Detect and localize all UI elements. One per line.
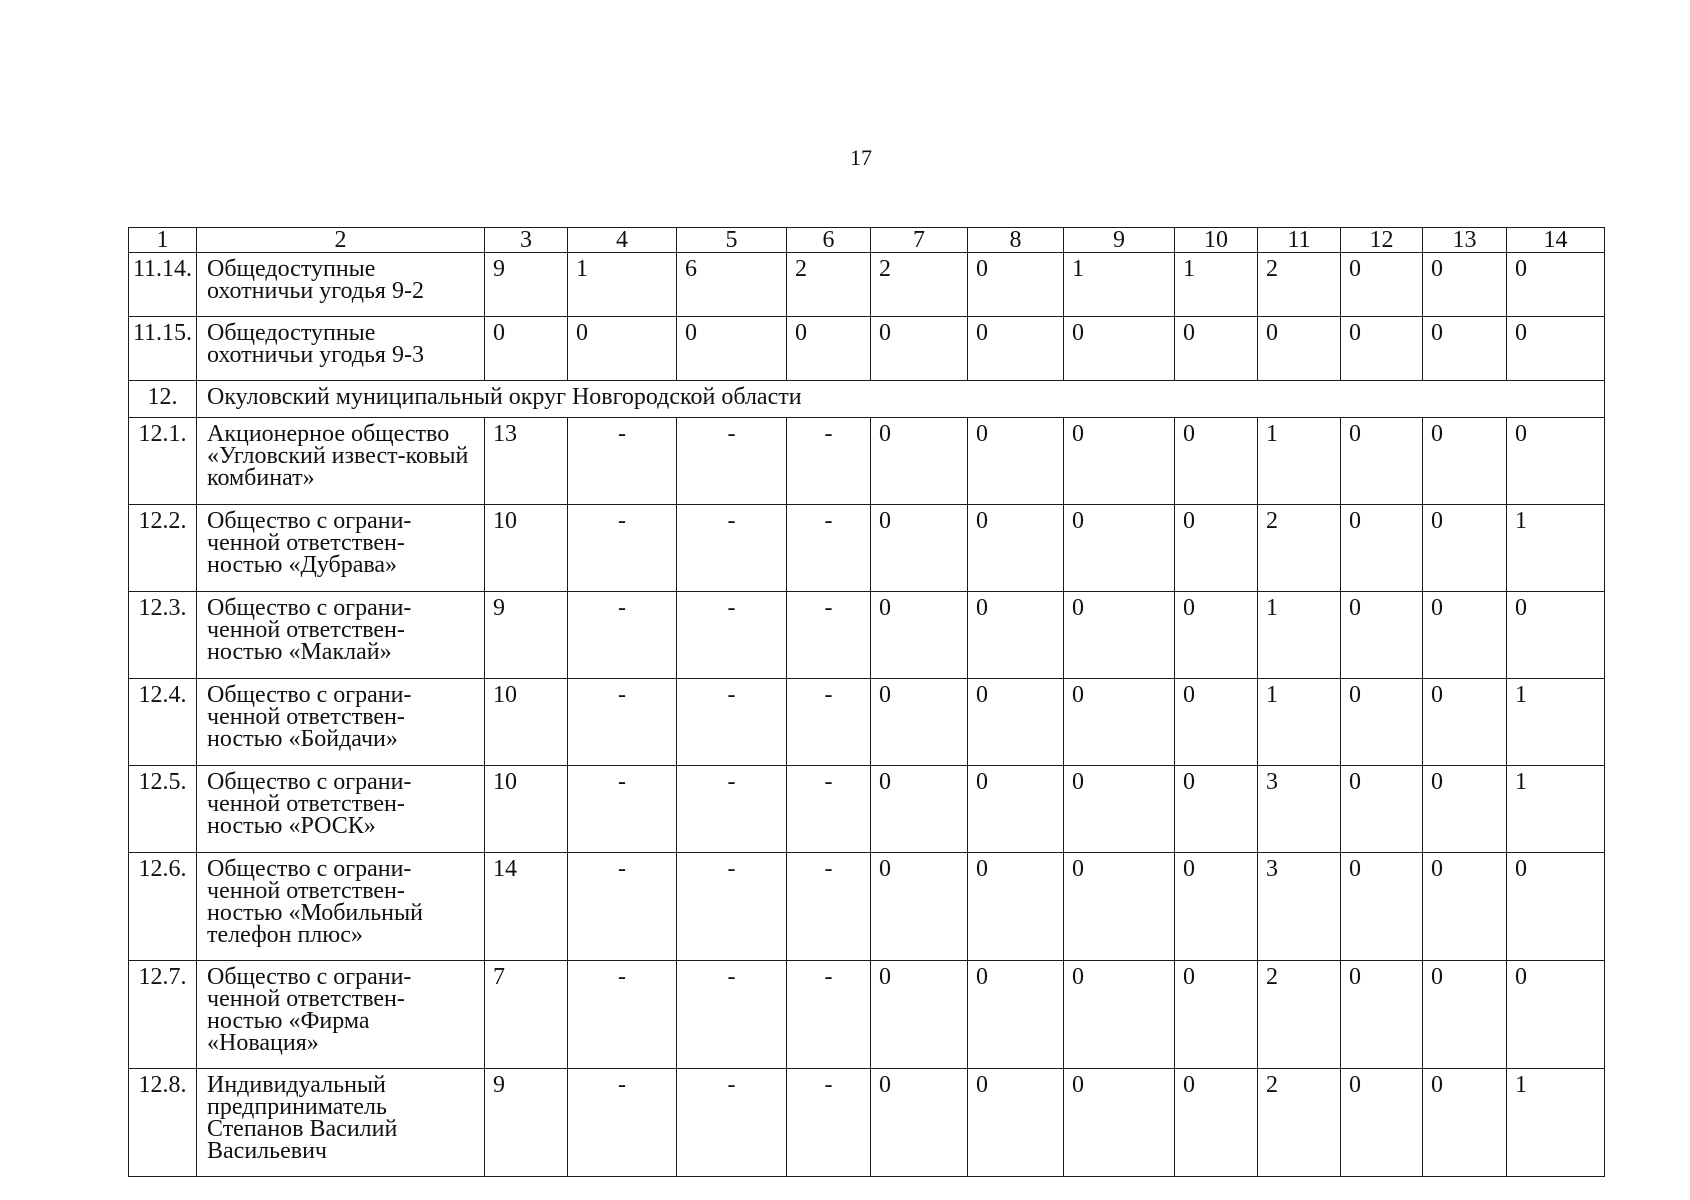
column-number: 14 bbox=[1507, 228, 1605, 253]
value-cell: 0 bbox=[1064, 679, 1175, 766]
organization-name: Общество с ограни-ченной ответствен-ностью «Фирма «Новация» bbox=[197, 961, 485, 1069]
value-cell: 0 bbox=[1423, 853, 1507, 961]
column-number: 3 bbox=[485, 228, 568, 253]
value-cell: 14 bbox=[485, 853, 568, 961]
table-row bbox=[129, 961, 1605, 1069]
row-number: 12.1. bbox=[129, 418, 197, 505]
value-cell: 0 bbox=[1507, 853, 1605, 961]
value-cell: 3 bbox=[1258, 853, 1341, 961]
value-cell: 0 bbox=[968, 961, 1064, 1069]
value-cell: 1 bbox=[1258, 418, 1341, 505]
value-cell: - bbox=[787, 592, 871, 679]
value-cell: - bbox=[568, 853, 677, 961]
value-cell: 2 bbox=[1258, 505, 1341, 592]
value-cell: 0 bbox=[1423, 418, 1507, 505]
organization-name: Общество с ограни-ченной ответствен-ностью «РОСК» bbox=[197, 766, 485, 853]
value-cell: 0 bbox=[871, 418, 968, 505]
value-cell: 0 bbox=[1258, 317, 1341, 381]
value-cell: - bbox=[677, 418, 787, 505]
value-cell: 0 bbox=[1507, 253, 1605, 317]
value-cell: - bbox=[568, 1069, 677, 1177]
value-cell: 0 bbox=[1341, 679, 1423, 766]
value-cell: 0 bbox=[871, 505, 968, 592]
value-cell: 0 bbox=[1064, 505, 1175, 592]
value-cell: 9 bbox=[485, 253, 568, 317]
value-cell: - bbox=[568, 766, 677, 853]
table-row bbox=[129, 592, 1605, 679]
table-body bbox=[129, 228, 1605, 1177]
value-cell: 0 bbox=[1341, 1069, 1423, 1177]
table-row bbox=[129, 679, 1605, 766]
value-cell: 0 bbox=[871, 853, 968, 961]
value-cell: 10 bbox=[485, 766, 568, 853]
value-cell: - bbox=[677, 853, 787, 961]
value-cell: 1 bbox=[1258, 592, 1341, 679]
value-cell: - bbox=[787, 679, 871, 766]
column-number: 10 bbox=[1175, 228, 1258, 253]
value-cell: 0 bbox=[1341, 253, 1423, 317]
value-cell: - bbox=[568, 505, 677, 592]
value-cell: 6 bbox=[677, 253, 787, 317]
value-cell: 0 bbox=[871, 961, 968, 1069]
column-number: 12 bbox=[1341, 228, 1423, 253]
value-cell: 0 bbox=[968, 253, 1064, 317]
value-cell: 0 bbox=[1341, 418, 1423, 505]
value-cell: 0 bbox=[1423, 766, 1507, 853]
value-cell: 0 bbox=[1423, 679, 1507, 766]
organization-name: Общедоступные охотничьи угодья 9-2 bbox=[197, 253, 485, 317]
value-cell: 0 bbox=[1064, 1069, 1175, 1177]
value-cell: 0 bbox=[1064, 766, 1175, 853]
section-title: Окуловский муниципальный округ Новгородской области bbox=[197, 381, 1605, 418]
value-cell: 0 bbox=[677, 317, 787, 381]
value-cell: 0 bbox=[1423, 1069, 1507, 1177]
value-cell: 0 bbox=[1423, 961, 1507, 1069]
value-cell: 2 bbox=[787, 253, 871, 317]
value-cell: - bbox=[568, 592, 677, 679]
value-cell: 13 bbox=[485, 418, 568, 505]
column-number: 13 bbox=[1423, 228, 1507, 253]
value-cell: 0 bbox=[1175, 766, 1258, 853]
value-cell: 2 bbox=[871, 253, 968, 317]
value-cell: 9 bbox=[485, 592, 568, 679]
value-cell: 0 bbox=[968, 679, 1064, 766]
column-number: 7 bbox=[871, 228, 968, 253]
value-cell: 0 bbox=[1175, 505, 1258, 592]
row-number: 12. bbox=[129, 381, 197, 418]
value-cell: 0 bbox=[1175, 317, 1258, 381]
value-cell: - bbox=[677, 679, 787, 766]
row-number: 12.6. bbox=[129, 853, 197, 961]
value-cell: 0 bbox=[968, 592, 1064, 679]
value-cell: 1 bbox=[568, 253, 677, 317]
organization-name: Акционерное общество «Угловский извест-ковый комбинат» bbox=[197, 418, 485, 505]
value-cell: - bbox=[568, 961, 677, 1069]
value-cell: 0 bbox=[1341, 853, 1423, 961]
value-cell: - bbox=[568, 418, 677, 505]
value-cell: 0 bbox=[1507, 317, 1605, 381]
table-row bbox=[129, 766, 1605, 853]
value-cell: 10 bbox=[485, 679, 568, 766]
value-cell: 2 bbox=[1258, 961, 1341, 1069]
value-cell: 0 bbox=[1175, 961, 1258, 1069]
value-cell: 1 bbox=[1507, 766, 1605, 853]
value-cell: 9 bbox=[485, 1069, 568, 1177]
value-cell: 0 bbox=[1507, 418, 1605, 505]
row-number: 12.5. bbox=[129, 766, 197, 853]
value-cell: - bbox=[787, 961, 871, 1069]
value-cell: 0 bbox=[1507, 592, 1605, 679]
value-cell: - bbox=[677, 505, 787, 592]
value-cell: 0 bbox=[1175, 418, 1258, 505]
value-cell: 0 bbox=[1064, 418, 1175, 505]
organization-name: Индивидуальный предприниматель Степанов Василий Васильевич bbox=[197, 1069, 485, 1177]
value-cell: 10 bbox=[485, 505, 568, 592]
organization-name: Общество с ограни-ченной ответствен-ностью «Маклай» bbox=[197, 592, 485, 679]
row-number: 11.15. bbox=[129, 317, 197, 381]
value-cell: 0 bbox=[871, 679, 968, 766]
section-row bbox=[129, 381, 1605, 418]
value-cell: 0 bbox=[1507, 961, 1605, 1069]
value-cell: - bbox=[787, 1069, 871, 1177]
value-cell: 7 bbox=[485, 961, 568, 1069]
value-cell: 0 bbox=[1175, 853, 1258, 961]
value-cell: 0 bbox=[1175, 592, 1258, 679]
value-cell: 0 bbox=[968, 853, 1064, 961]
value-cell: 1 bbox=[1507, 679, 1605, 766]
value-cell: 1 bbox=[1175, 253, 1258, 317]
value-cell: 0 bbox=[871, 317, 968, 381]
value-cell: 0 bbox=[1064, 592, 1175, 679]
value-cell: 0 bbox=[1423, 253, 1507, 317]
organization-name: Общедоступные охотничьи угодья 9-3 bbox=[197, 317, 485, 381]
value-cell: 0 bbox=[1341, 505, 1423, 592]
value-cell: 0 bbox=[871, 592, 968, 679]
value-cell: - bbox=[787, 505, 871, 592]
value-cell: 0 bbox=[871, 766, 968, 853]
column-number-row bbox=[129, 228, 1605, 253]
column-number: 6 bbox=[787, 228, 871, 253]
value-cell: 1 bbox=[1258, 679, 1341, 766]
row-number: 12.3. bbox=[129, 592, 197, 679]
value-cell: - bbox=[787, 766, 871, 853]
row-number: 12.8. bbox=[129, 1069, 197, 1177]
value-cell: 0 bbox=[1423, 592, 1507, 679]
value-cell: 2 bbox=[1258, 253, 1341, 317]
value-cell: 0 bbox=[787, 317, 871, 381]
column-number: 5 bbox=[677, 228, 787, 253]
row-number: 12.4. bbox=[129, 679, 197, 766]
table-row bbox=[129, 853, 1605, 961]
value-cell: - bbox=[787, 418, 871, 505]
table-row bbox=[129, 1069, 1605, 1177]
value-cell: 0 bbox=[1341, 592, 1423, 679]
value-cell: - bbox=[677, 592, 787, 679]
column-number: 2 bbox=[197, 228, 485, 253]
value-cell: 0 bbox=[1341, 961, 1423, 1069]
value-cell: 0 bbox=[968, 1069, 1064, 1177]
column-number: 4 bbox=[568, 228, 677, 253]
organization-name: Общество с ограни-ченной ответствен-ностью «Дубрава» bbox=[197, 505, 485, 592]
table-row bbox=[129, 317, 1605, 381]
value-cell: 1 bbox=[1507, 1069, 1605, 1177]
value-cell: 0 bbox=[1064, 853, 1175, 961]
organization-name: Общество с ограни-ченной ответствен-ностью «Бойдачи» bbox=[197, 679, 485, 766]
value-cell: 0 bbox=[1423, 505, 1507, 592]
value-cell: 0 bbox=[968, 317, 1064, 381]
data-table bbox=[128, 227, 1605, 1177]
value-cell: 1 bbox=[1064, 253, 1175, 317]
value-cell: 2 bbox=[1258, 1069, 1341, 1177]
value-cell: 0 bbox=[1064, 317, 1175, 381]
row-number: 12.2. bbox=[129, 505, 197, 592]
column-number: 11 bbox=[1258, 228, 1341, 253]
value-cell: 0 bbox=[968, 418, 1064, 505]
value-cell: 0 bbox=[1341, 766, 1423, 853]
value-cell: 3 bbox=[1258, 766, 1341, 853]
value-cell: 0 bbox=[1175, 1069, 1258, 1177]
value-cell: 0 bbox=[968, 766, 1064, 853]
table-row bbox=[129, 253, 1605, 317]
value-cell: - bbox=[677, 1069, 787, 1177]
value-cell: - bbox=[787, 853, 871, 961]
value-cell: 0 bbox=[968, 505, 1064, 592]
value-cell: - bbox=[677, 766, 787, 853]
table-row bbox=[129, 505, 1605, 592]
value-cell: 0 bbox=[1341, 317, 1423, 381]
row-number: 11.14. bbox=[129, 253, 197, 317]
value-cell: 0 bbox=[485, 317, 568, 381]
organization-name: Общество с ограни-ченной ответствен-ностью «Мобильный телефон плюс» bbox=[197, 853, 485, 961]
row-number: 12.7. bbox=[129, 961, 197, 1069]
value-cell: 0 bbox=[1175, 679, 1258, 766]
value-cell: 0 bbox=[568, 317, 677, 381]
column-number: 1 bbox=[129, 228, 197, 253]
column-number: 9 bbox=[1064, 228, 1175, 253]
table-row bbox=[129, 418, 1605, 505]
value-cell: - bbox=[568, 679, 677, 766]
value-cell: 0 bbox=[1423, 317, 1507, 381]
value-cell: 1 bbox=[1507, 505, 1605, 592]
column-number: 8 bbox=[968, 228, 1064, 253]
value-cell: 0 bbox=[1064, 961, 1175, 1069]
value-cell: 0 bbox=[871, 1069, 968, 1177]
value-cell: - bbox=[677, 961, 787, 1069]
page-number: 17 bbox=[850, 145, 872, 170]
